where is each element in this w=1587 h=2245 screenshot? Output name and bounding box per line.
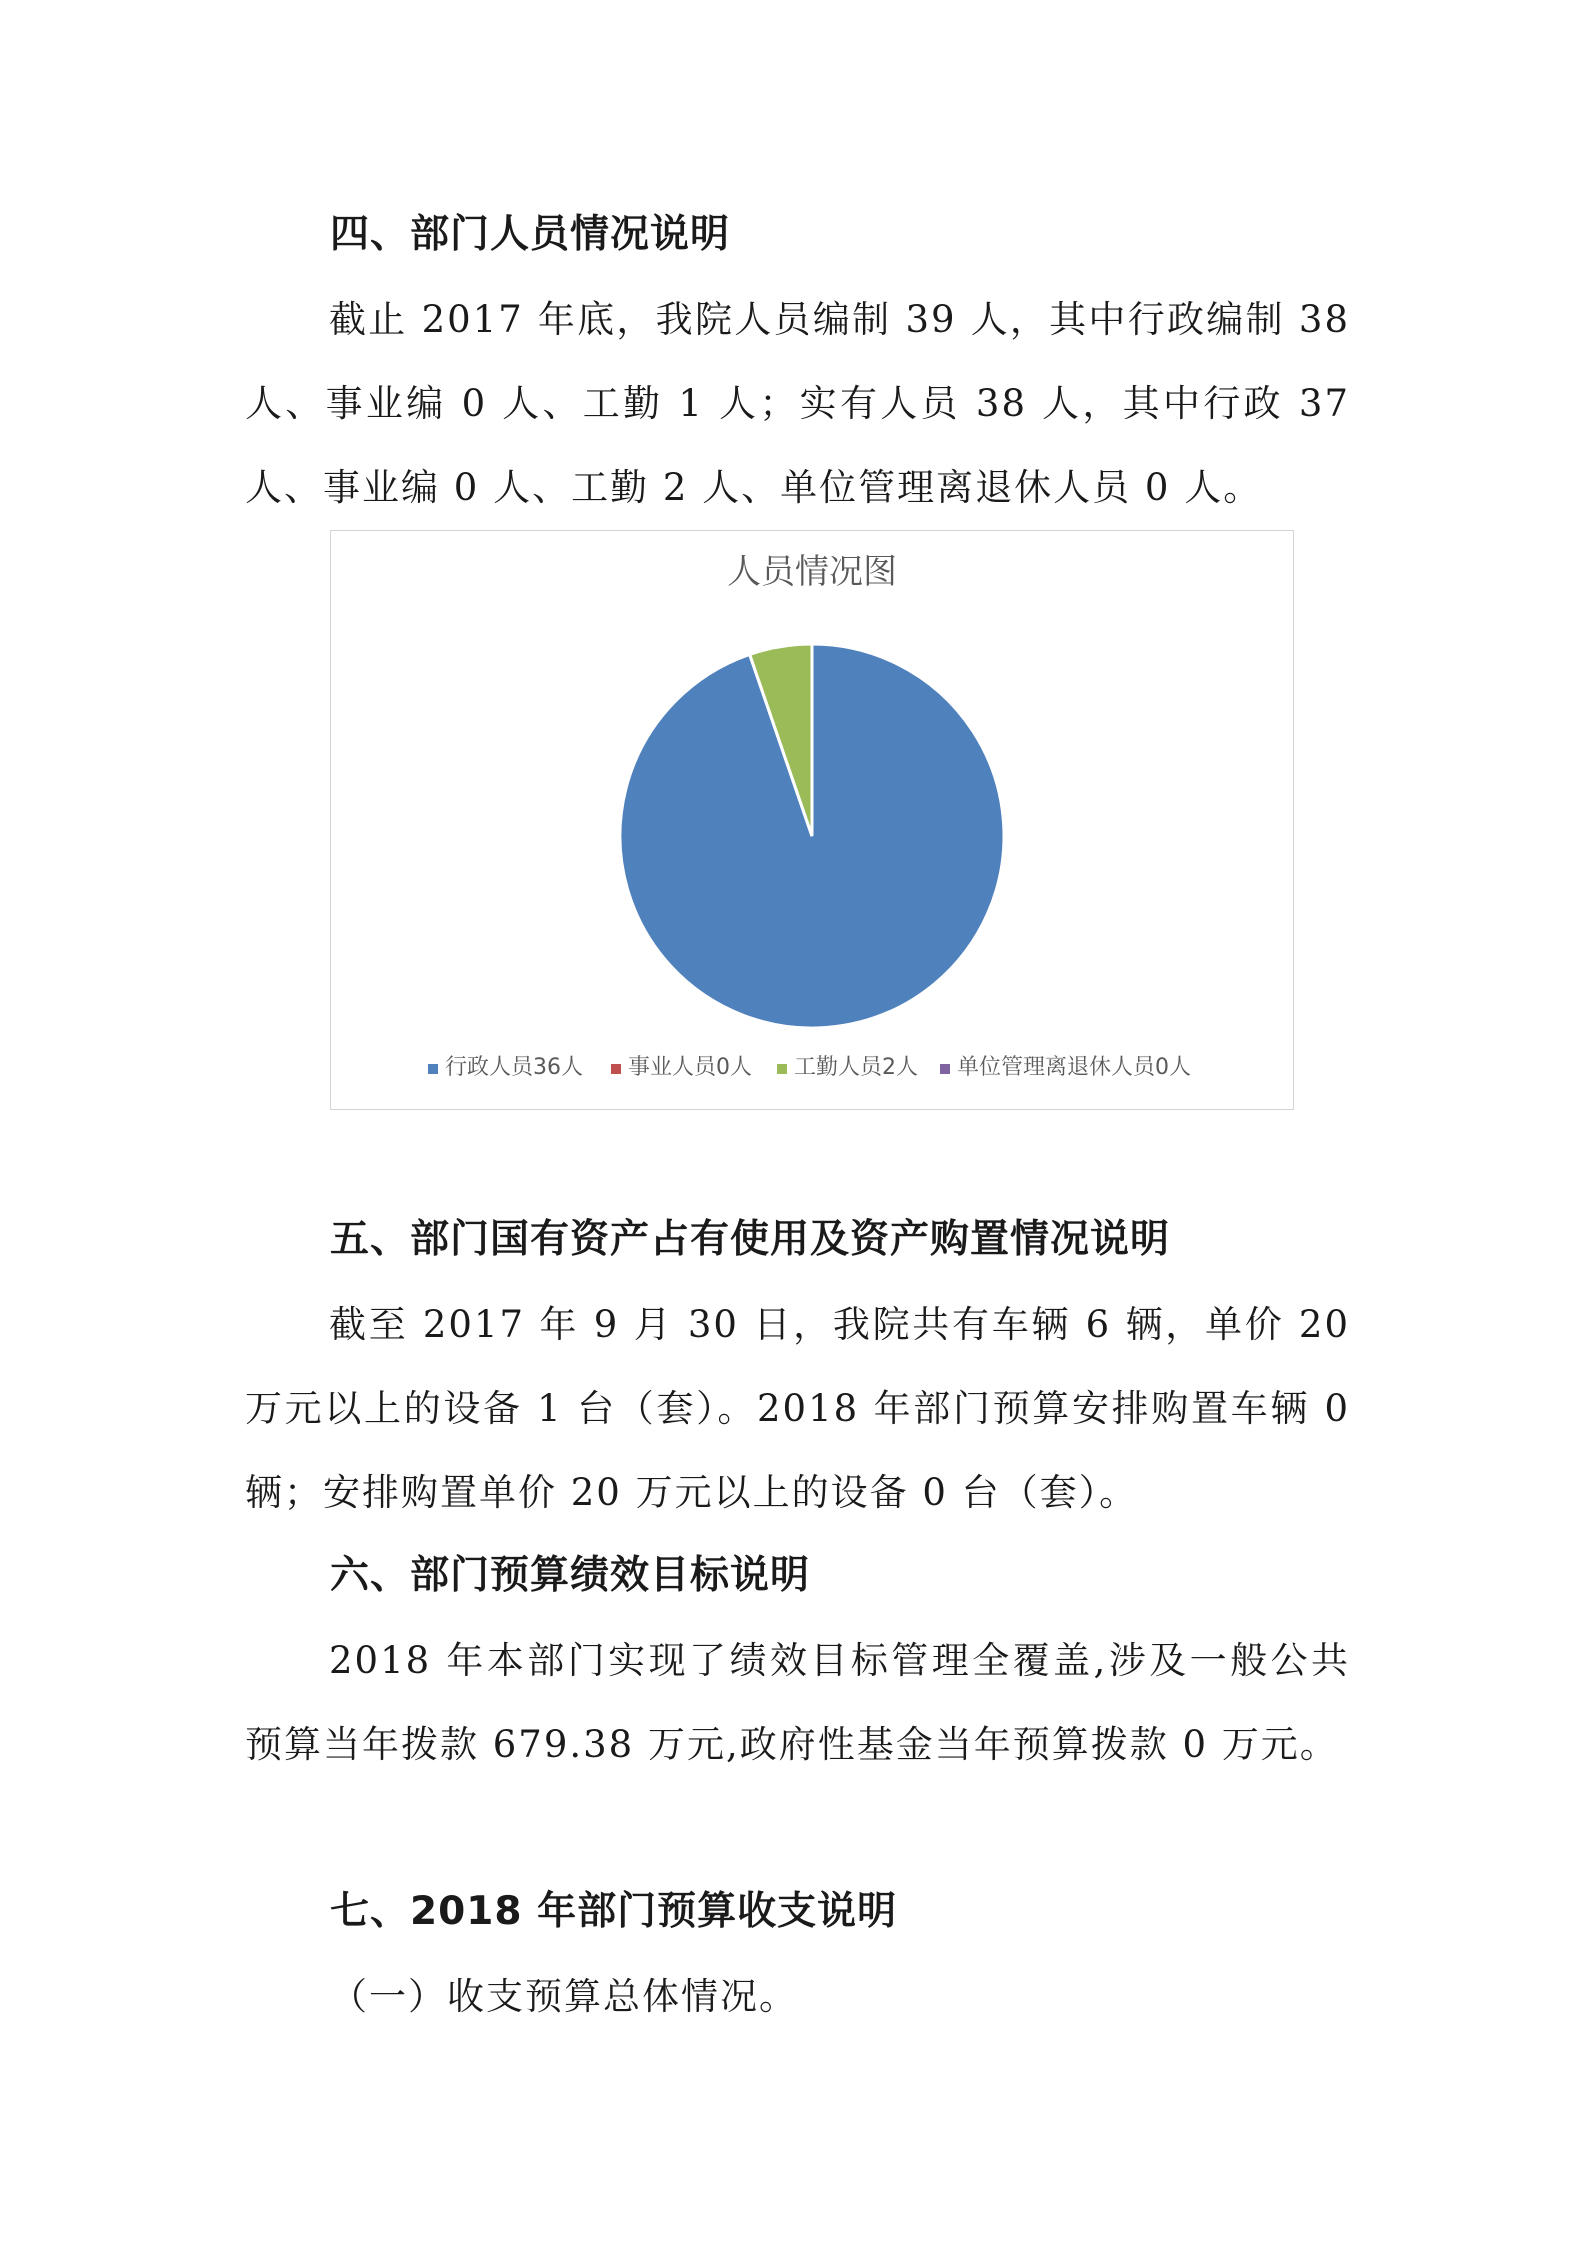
section7-heading: 七、2018 年部门预算收支说明	[330, 1889, 898, 1934]
section6-paragraph: 2018 年本部门实现了绩效目标管理全覆盖,涉及一般公共预算当年拨款 679.38 万元,政府性基金当年预算拨款 0 万元。	[245, 1639, 1350, 1766]
legend-label: 单位管理离退休人员0人	[957, 1055, 1191, 1080]
legend-label: 行政人员36人	[445, 1055, 583, 1080]
staff-pie-chart	[330, 530, 1294, 1110]
legend-swatch	[777, 1064, 787, 1074]
legend-label: 工勤人员2人	[794, 1055, 918, 1080]
pie-slices	[620, 644, 1004, 1028]
section7-subheading: （一）收支预算总体情况。	[330, 1975, 798, 2018]
chart-title: 人员情况图	[727, 552, 897, 592]
legend-swatch	[428, 1064, 438, 1074]
section4-heading: 四、部门人员情况说明	[330, 212, 731, 257]
legend-swatch	[611, 1064, 621, 1074]
section4-paragraph: 截止 2017 年底，我院人员编制 39 人，其中行政编制 38 人、事业编 0 人、工勤 1 人；实有人员 38 人，其中行政 37 人、事业编 0 人、工勤 2 人、单位管理离退休人员 0 人。	[245, 298, 1350, 509]
section5-heading: 五、部门国有资产占有使用及资产购置情况说明	[330, 1217, 1171, 1262]
pie-chart-canvas	[331, 531, 1293, 1109]
legend-label: 事业人员0人	[628, 1055, 752, 1080]
chart-legend	[428, 1055, 1191, 1080]
legend-swatch	[940, 1064, 950, 1074]
section6-heading: 六、部门预算绩效目标说明	[330, 1553, 811, 1598]
section5-paragraph: 截至 2017 年 9 月 30 日，我院共有车辆 6 辆，单价 20 万元以上的设备 1 台（套）。2018 年部门预算安排购置车辆 0 辆；安排购置单价 20 万元以上的设备 0 台（套）。	[245, 1303, 1350, 1514]
